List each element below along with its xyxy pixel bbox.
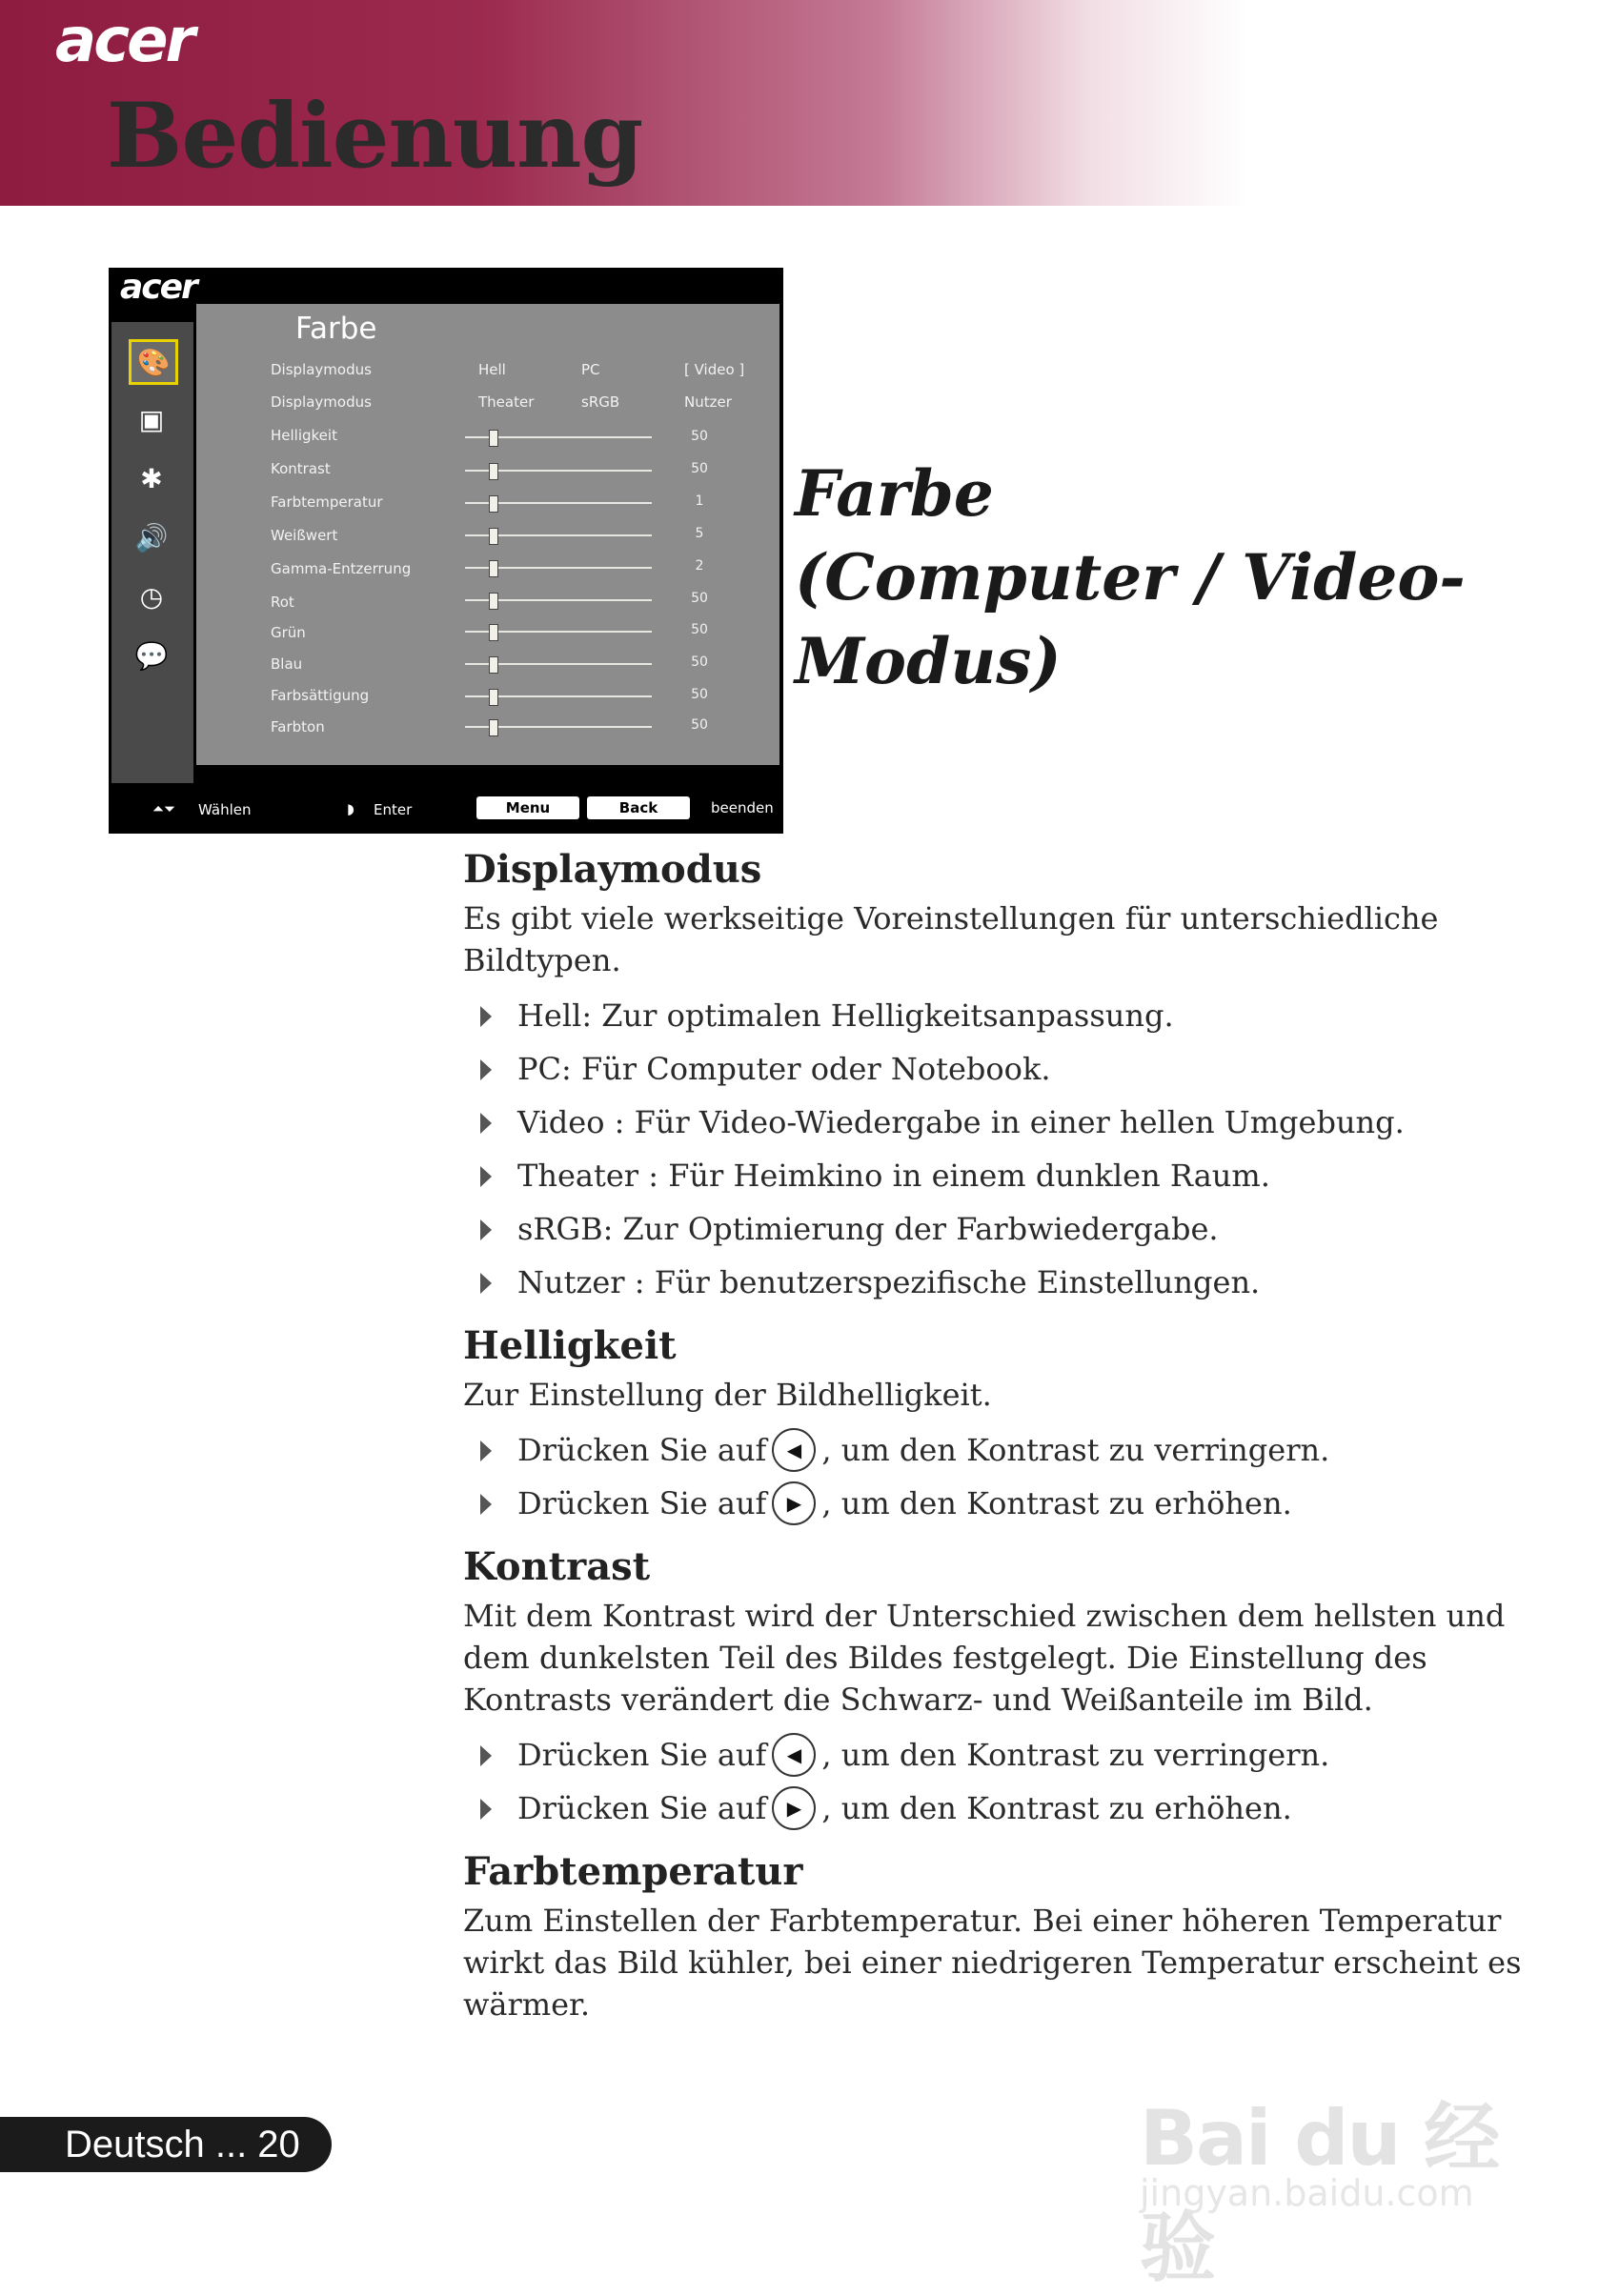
osd-slider-label: Farbsättigung (271, 687, 370, 704)
right-arrow-icon: ▶ (772, 1786, 816, 1830)
osd-slider-value: 50 (691, 655, 708, 670)
osd-back-button[interactable]: Back (587, 796, 690, 819)
osd-slider-value: 1 (695, 493, 704, 509)
osd-slider-knob (489, 719, 498, 736)
osd-enter-icon: ◗ (347, 800, 354, 817)
kontrast-list (463, 1728, 1540, 1835)
osd-slider-value: 50 (691, 429, 708, 444)
osd-menu-title: Farbe (295, 312, 377, 346)
displaymodus-heading: Displaymodus (463, 847, 762, 892)
osd-slider-value: 2 (695, 558, 704, 574)
osd-slider-knob (489, 560, 498, 577)
osd-slider-value: 50 (691, 687, 708, 702)
osd-slider-label: Weißwert (271, 527, 338, 544)
left-arrow-icon: ◀ (772, 1733, 816, 1777)
wrench-icon: ✱ (140, 462, 163, 494)
osd-displaymodus-label: Displaymodus (271, 361, 372, 378)
section-title-line: Farbe (795, 456, 994, 531)
helligkeit-intro: Zur Einstellung der Bildhelligkeit. (463, 1377, 992, 1413)
farbtemperatur-heading: Farbtemperatur (463, 1849, 803, 1894)
osd-acer-logo: acer (120, 268, 196, 307)
osd-updown-icon: ⏶⏷ (152, 800, 176, 817)
page-title: Bedienung (107, 84, 643, 189)
osd-slider-knob (489, 593, 498, 610)
bullet-icon (480, 1745, 492, 1766)
bullet-icon (480, 1219, 492, 1240)
displaymodus-section (463, 842, 1540, 1309)
list-item: Drücken Sie auf ◀ , um den Kontrast zu verringern. (463, 1728, 1540, 1782)
list-item: sRGB: Zur Optimierung der Farbwiedergabe. (463, 1202, 1540, 1256)
list-item: Theater : Für Heimkino in einem dunklen Raum. (463, 1149, 1540, 1202)
clock-icon: ◷ (139, 580, 164, 613)
kontrast-intro: Mit dem Kontrast wird der Unterschied zwischen dem hellsten und dem dunkelsten Teil des Bildes festgelegt. Die Einstellung des Kontrasts verändert die Schwarz- und Weißanteile im Bild. (463, 1598, 1506, 1718)
bullet-icon (480, 1166, 492, 1187)
osd-slider-knob (489, 430, 498, 447)
osd-slider-label: Grün (271, 624, 306, 641)
osd-menu-button[interactable]: Menu (476, 796, 579, 819)
watermark-sub: jingyan.baidu.com (1140, 2172, 1474, 2214)
osd-slider-knob (489, 624, 498, 641)
osd-slider-knob (489, 656, 498, 674)
kontrast-section (463, 1540, 1540, 1835)
language-icon: 💬 (134, 639, 169, 672)
page-number-label: Deutsch ... 20 (65, 2123, 300, 2165)
farbtemperatur-intro: Zum Einstellen der Farbtemperatur. Bei einer höheren Temperatur wirkt das Bild kühler, bei einer niedrigeren Temperatur erscheint es wärmer. (463, 1903, 1522, 2023)
bullet-icon (480, 1059, 492, 1080)
osd-option-theater: Theater (478, 393, 535, 411)
helligkeit-heading: Helligkeit (463, 1323, 677, 1368)
osd-sidebar (111, 322, 193, 783)
acer-logo: acer (55, 6, 193, 76)
displaymodus-list (463, 989, 1540, 1309)
header-banner (0, 0, 1599, 206)
section-title-line: (Computer / Video- (795, 540, 1466, 614)
osd-displaymodus-label: Displaymodus (271, 393, 372, 411)
bullet-icon (480, 1006, 492, 1027)
list-item: Drücken Sie auf ▶ , um den Kontrast zu erhöhen. (463, 1477, 1540, 1530)
left-arrow-icon: ◀ (772, 1428, 816, 1472)
osd-slider-knob (489, 689, 498, 706)
osd-slider-value: 50 (691, 461, 708, 476)
osd-slider-label: Gamma-Entzerrung (271, 560, 412, 577)
page-footer (0, 2117, 332, 2172)
osd-option-nutzer: Nutzer (684, 393, 732, 411)
farbtemperatur-section (463, 1844, 1540, 2025)
list-item: Video : Für Video-Wiedergabe in einer hellen Umgebung. (463, 1096, 1540, 1149)
osd-slider-knob (489, 528, 498, 545)
bullet-icon (480, 1113, 492, 1134)
osd-slider-knob (489, 463, 498, 480)
osd-screenshot (109, 268, 783, 834)
osd-slider-label: Rot (271, 594, 294, 611)
osd-select-label: Wählen (198, 801, 252, 818)
list-item: Nutzer : Für benutzerspezifische Einstellungen. (463, 1256, 1540, 1309)
osd-exit-label: beenden (711, 799, 774, 816)
watermark-main: Bai du 经验 (1140, 2094, 1499, 2292)
osd-option-srgb: sRGB (581, 393, 620, 411)
osd-slider-label: Farbton (271, 718, 325, 735)
osd-option-video: [ Video ] (684, 361, 745, 378)
osd-slider-label: Helligkeit (271, 427, 337, 444)
image-icon: ▣ (138, 403, 165, 435)
osd-option-pc: PC (581, 361, 600, 378)
palette-icon: 🎨 (129, 339, 178, 385)
list-item: Hell: Zur optimalen Helligkeitsanpassung. (463, 989, 1540, 1042)
bullet-icon (480, 1440, 492, 1461)
list-item: Drücken Sie auf ▶ , um den Kontrast zu erhöhen. (463, 1782, 1540, 1835)
right-arrow-icon: ▶ (772, 1481, 816, 1525)
content-column (463, 842, 1540, 2035)
section-title-line: Modus) (795, 624, 1062, 698)
bullet-icon (480, 1494, 492, 1515)
osd-slider-value: 50 (691, 717, 708, 733)
helligkeit-section (463, 1319, 1540, 1530)
osd-slider-value: 50 (691, 622, 708, 637)
osd-slider-value: 5 (695, 526, 704, 541)
baidu-watermark (1140, 2048, 1521, 2292)
osd-enter-label: Enter (374, 801, 413, 818)
section-title (795, 452, 1466, 703)
list-item: Drücken Sie auf ◀ , um den Kontrast zu verringern. (463, 1423, 1540, 1477)
list-item: PC: Für Computer oder Notebook. (463, 1042, 1540, 1096)
bullet-icon (480, 1799, 492, 1820)
bullet-icon (480, 1273, 492, 1294)
osd-slider-label: Kontrast (271, 460, 331, 477)
osd-slider-knob (489, 495, 498, 513)
displaymodus-intro: Es gibt viele werkseitige Voreinstellungen für unterschiedliche Bildtypen. (463, 900, 1439, 978)
osd-slider-label: Blau (271, 655, 303, 673)
osd-option-hell: Hell (478, 361, 506, 378)
helligkeit-list (463, 1423, 1540, 1530)
osd-slider-value: 50 (691, 591, 708, 606)
speaker-icon: 🔊 (134, 521, 169, 554)
osd-slider-label: Farbtemperatur (271, 493, 383, 511)
kontrast-heading: Kontrast (463, 1544, 651, 1589)
